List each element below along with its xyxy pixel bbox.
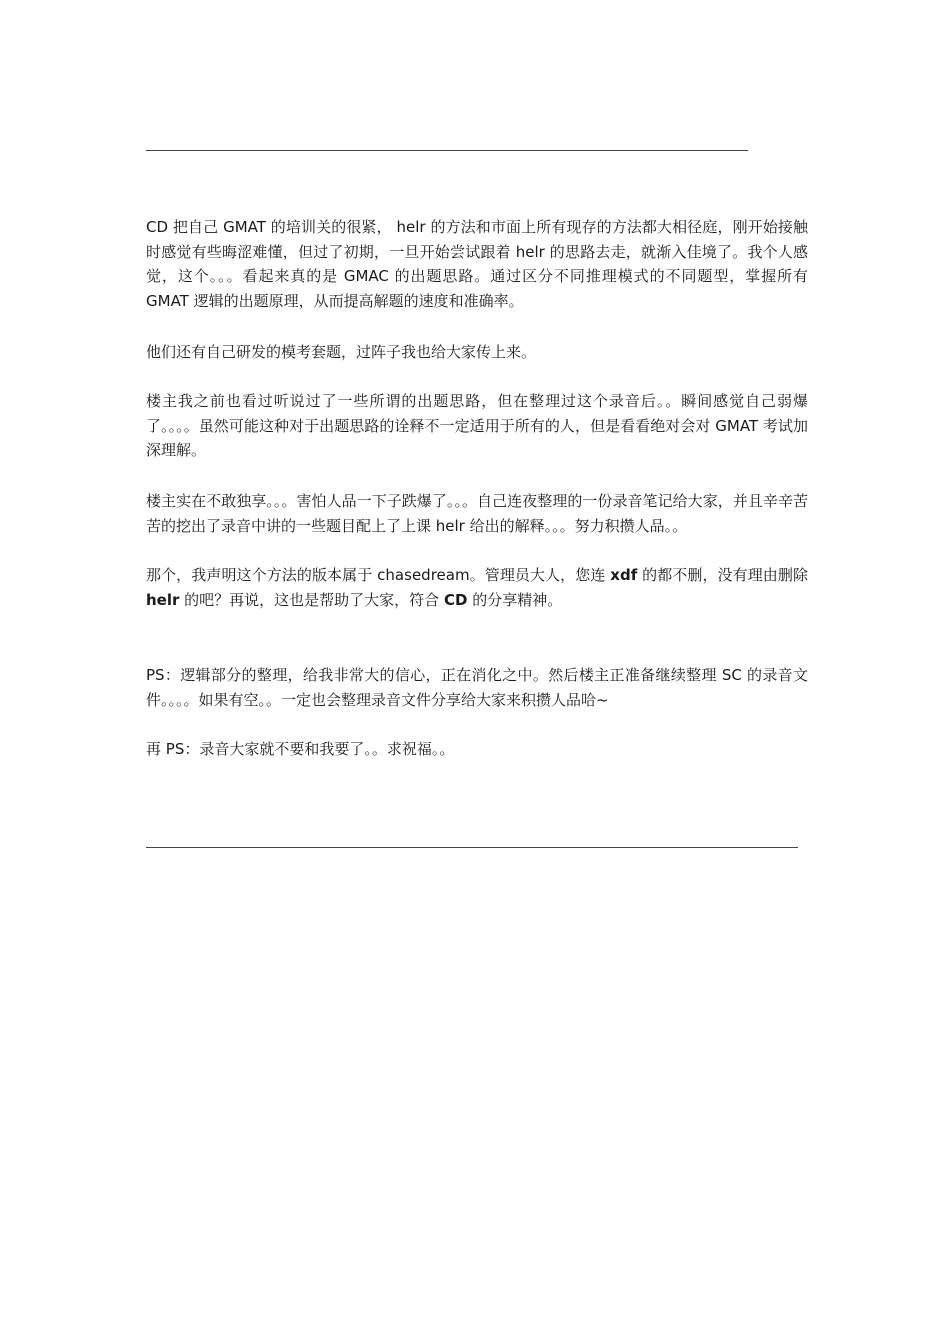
- copyright-text-4: 的分享精神。: [467, 590, 563, 609]
- copyright-bold-helr: helr: [146, 590, 180, 609]
- paragraph-copyright: [146, 563, 808, 612]
- bottom-divider: [146, 847, 798, 848]
- paragraph-ps: PS：逻辑部分的整理，给我非常大的信心，正在消化之中。然后楼主正准备继续整理 SC 的录音文件。。。。如果有空。。一定也会整理录音文件分享给大家来积攒人品哈~: [146, 666, 808, 709]
- paragraph-mock-tests: 他们还有自己研发的模考套题，过阵子我也给大家传上来。: [146, 343, 537, 361]
- copyright-text-1: 那个，我声明这个方法的版本属于 chasedream。管理员大人，您连: [146, 566, 611, 584]
- paragraph-intro: CD 把自己 GMAT 的培训关的很紧， helr 的方法和市面上所有现存的方法都大相径庭，刚开始接触时感觉有些晦涩难懂，但过了初期，一旦开始尝试跟着 helr 的思路去走，就渐入佳境了。我个人感觉，这个。。。看起来真的是 GMAC 的出题思路。通过区分不同推理模式的不同题型，掌握所有 GMAT 逻辑的出题原理，从而提高解题的速度和准确率。: [146, 218, 808, 310]
- paragraph-experience: 楼主我之前也看过听说过了一些所谓的出题思路，但在整理过这个录音后。。瞬间感觉自己弱爆了。。。。虽然可能这种对于出题思路的诠释不一定适用于所有的人，但是看看绝对会对 GMAT 考试加深理解。: [146, 392, 808, 459]
- paragraph-sharing: 楼主实在不敢独享。。。害怕人品一下子跌爆了。。。自己连夜整理的一份录音笔记给大家，并且辛辛苦苦的挖出了录音中讲的一些题目配上了上课 helr 给出的解释。。。努力积攒人品。。: [146, 492, 808, 535]
- copyright-text-2: 的都不删，没有理由删除: [637, 566, 808, 584]
- copyright-bold-cd: CD: [443, 590, 468, 609]
- copyright-text-3: 的吧？再说，这也是帮助了大家，符合: [179, 590, 444, 609]
- top-divider: [146, 150, 748, 151]
- paragraph-ps-again: 再 PS：录音大家就不要和我要了。。求祝福。。: [146, 740, 455, 758]
- copyright-bold-xdf: xdf: [610, 566, 638, 584]
